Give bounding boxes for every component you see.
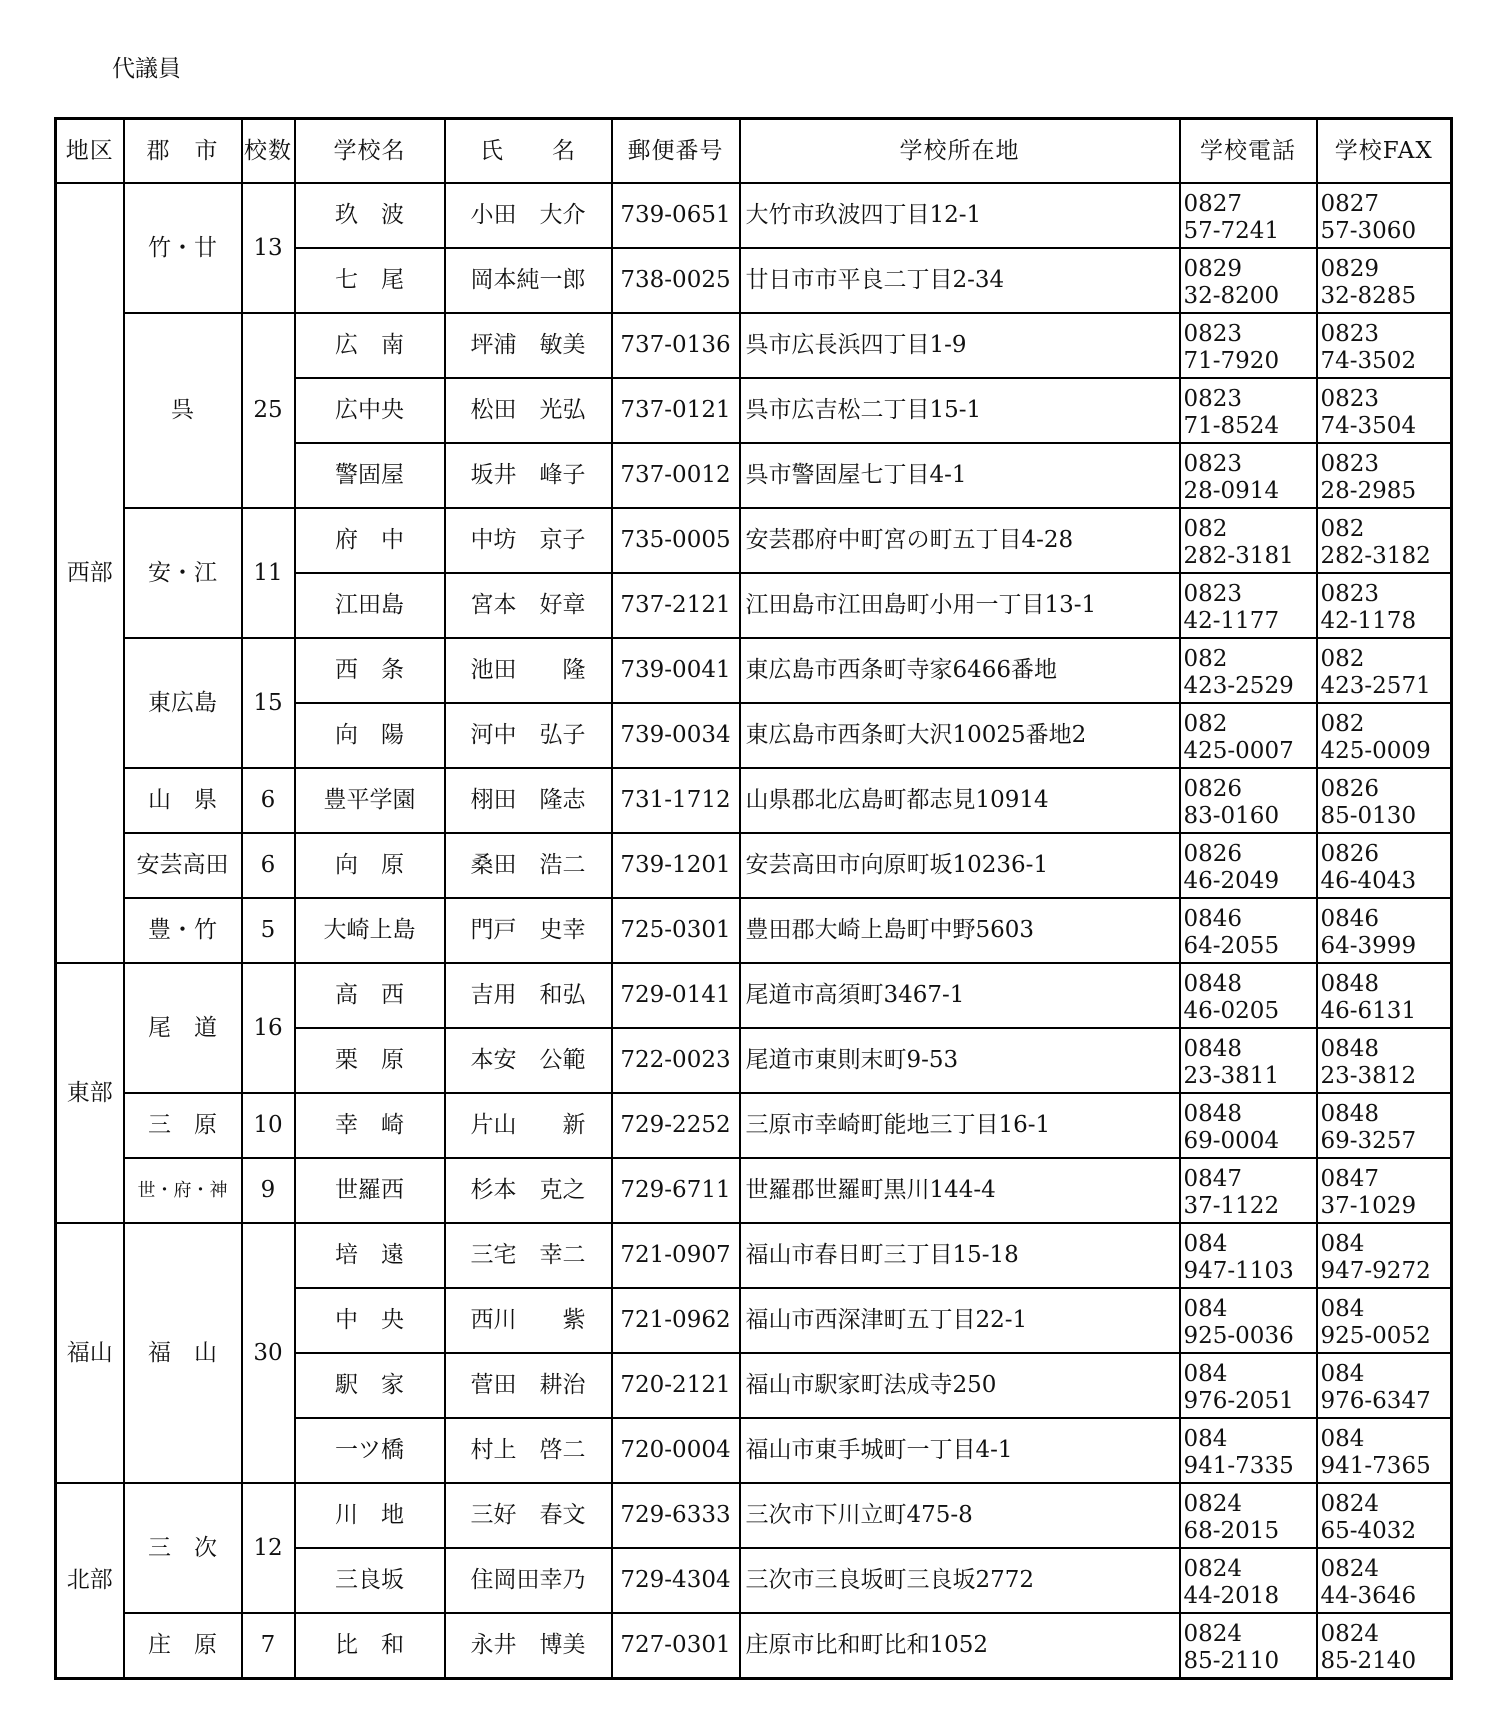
address-cell: 福山市西深津町五丁目22-1 — [740, 1288, 1180, 1353]
district-cell: 安芸高田 — [124, 833, 242, 898]
postal-code-cell: 737-0012 — [612, 443, 740, 508]
phone-number: 64-2055 — [1183, 933, 1280, 959]
phone-number: 85-2110 — [1183, 1648, 1280, 1674]
phone-number: 44-2018 — [1183, 1583, 1280, 1609]
school-count-cell: 6 — [242, 768, 295, 833]
table-row — [56, 1223, 1452, 1288]
school-count-cell: 16 — [242, 963, 295, 1093]
district-cell: 安・江 — [124, 508, 242, 638]
address-cell: 廿日市市平良二丁目2-34 — [740, 248, 1180, 313]
phone-number: 42-1177 — [1183, 608, 1280, 634]
phone-cell — [1180, 1353, 1317, 1418]
person-name-cell: 門戸 史幸 — [445, 898, 612, 963]
table-row — [56, 898, 1452, 963]
fax-area-code: 0823 — [1320, 386, 1380, 412]
school-name-cell: 向 陽 — [295, 703, 445, 768]
person-name-cell: 坂井 峰子 — [445, 443, 612, 508]
phone-area-code: 0826 — [1183, 841, 1243, 867]
school-name-cell: 三良坂 — [295, 1548, 445, 1613]
postal-code-cell: 731-1712 — [612, 768, 740, 833]
fax-area-code: 0824 — [1320, 1556, 1380, 1582]
delegate-table — [54, 117, 1453, 1680]
phone-area-code: 082 — [1183, 516, 1228, 542]
school-name-cell: 府 中 — [295, 508, 445, 573]
address-cell: 呉市警固屋七丁目4-1 — [740, 443, 1180, 508]
table-row — [56, 1158, 1452, 1223]
district-cell: 豊・竹 — [124, 898, 242, 963]
fax-number: 44-3646 — [1320, 1583, 1417, 1609]
phone-number: 425-0007 — [1183, 738, 1294, 764]
phone-number: 423-2529 — [1183, 673, 1294, 699]
fax-cell — [1317, 1548, 1452, 1613]
phone-number: 28-0914 — [1183, 478, 1280, 504]
phone-area-code: 0824 — [1183, 1491, 1243, 1517]
person-name-cell: 吉用 和弘 — [445, 963, 612, 1028]
school-name-cell: 向 原 — [295, 833, 445, 898]
person-name-cell: 松田 光弘 — [445, 378, 612, 443]
fax-area-code: 0847 — [1320, 1166, 1380, 1192]
person-name-cell: 本安 公範 — [445, 1028, 612, 1093]
person-name-cell: 栩田 隆志 — [445, 768, 612, 833]
phone-number: 941-7335 — [1183, 1453, 1294, 1479]
document-title: 代議員 — [112, 56, 181, 82]
school-name-cell: 七 尾 — [295, 248, 445, 313]
table-row — [56, 1483, 1452, 1548]
postal-code-cell: 739-0651 — [612, 183, 740, 248]
district-cell: 三 次 — [124, 1483, 242, 1613]
table-row — [56, 1093, 1452, 1158]
fax-cell — [1317, 703, 1452, 768]
school-count-cell: 9 — [242, 1158, 295, 1223]
address-cell: 大竹市玖波四丁目12-1 — [740, 183, 1180, 248]
header-region: 地区 — [56, 119, 124, 184]
school-name-cell: 江田島 — [295, 573, 445, 638]
phone-area-code: 0823 — [1183, 451, 1243, 477]
address-cell: 三原市幸崎町能地三丁目16-1 — [740, 1093, 1180, 1158]
fax-area-code: 0829 — [1320, 256, 1380, 282]
district-cell: 三 原 — [124, 1093, 242, 1158]
postal-code-cell: 720-0004 — [612, 1418, 740, 1483]
school-count-cell: 12 — [242, 1483, 295, 1613]
fax-area-code: 0823 — [1320, 581, 1380, 607]
fax-area-code: 0826 — [1320, 841, 1380, 867]
phone-cell — [1180, 573, 1317, 638]
phone-number: 83-0160 — [1183, 803, 1280, 829]
fax-cell — [1317, 1158, 1452, 1223]
header-school: 学校名 — [295, 119, 445, 184]
fax-number: 37-1029 — [1320, 1193, 1417, 1219]
address-cell: 江田島市江田島町小用一丁目13-1 — [740, 573, 1180, 638]
fax-number: 947-9272 — [1320, 1258, 1431, 1284]
fax-cell — [1317, 183, 1452, 248]
fax-number: 85-0130 — [1320, 803, 1417, 829]
fax-cell — [1317, 1613, 1452, 1679]
person-name-cell: 西川 紫 — [445, 1288, 612, 1353]
postal-code-cell: 729-0141 — [612, 963, 740, 1028]
header-fax: 学校FAX — [1317, 119, 1452, 184]
phone-number: 71-8524 — [1183, 413, 1280, 439]
fax-area-code: 0848 — [1320, 971, 1380, 997]
district-cell: 山 県 — [124, 768, 242, 833]
fax-cell — [1317, 573, 1452, 638]
fax-cell — [1317, 1288, 1452, 1353]
school-count-cell: 6 — [242, 833, 295, 898]
school-name-cell: 駅 家 — [295, 1353, 445, 1418]
fax-number: 57-3060 — [1320, 218, 1417, 244]
phone-number: 976-2051 — [1183, 1388, 1294, 1414]
person-name-cell: 三宅 幸二 — [445, 1223, 612, 1288]
phone-area-code: 0823 — [1183, 581, 1243, 607]
school-name-cell: 世羅西 — [295, 1158, 445, 1223]
fax-area-code: 082 — [1320, 646, 1365, 672]
person-name-cell: 菅田 耕治 — [445, 1353, 612, 1418]
school-name-cell: 広 南 — [295, 313, 445, 378]
phone-area-code: 0846 — [1183, 906, 1243, 932]
address-cell: 三次市三良坂町三良坂2772 — [740, 1548, 1180, 1613]
fax-cell — [1317, 898, 1452, 963]
region-cell: 北部 — [56, 1483, 124, 1679]
phone-number: 925-0036 — [1183, 1323, 1294, 1349]
fax-number: 976-6347 — [1320, 1388, 1431, 1414]
district-cell: 竹・廿 — [124, 183, 242, 313]
fax-number: 64-3999 — [1320, 933, 1417, 959]
address-cell: 安芸郡府中町宮の町五丁目4-28 — [740, 508, 1180, 573]
phone-cell — [1180, 183, 1317, 248]
phone-cell — [1180, 1613, 1317, 1679]
fax-number: 69-3257 — [1320, 1128, 1417, 1154]
postal-code-cell: 739-0034 — [612, 703, 740, 768]
phone-area-code: 0847 — [1183, 1166, 1243, 1192]
header-tel: 学校電話 — [1180, 119, 1317, 184]
phone-area-code: 0824 — [1183, 1621, 1243, 1647]
address-cell: 山県郡北広島町都志見10914 — [740, 768, 1180, 833]
phone-cell — [1180, 768, 1317, 833]
school-name-cell: 栗 原 — [295, 1028, 445, 1093]
postal-code-cell: 721-0907 — [612, 1223, 740, 1288]
district-cell: 呉 — [124, 313, 242, 508]
phone-cell — [1180, 1158, 1317, 1223]
postal-code-cell: 721-0962 — [612, 1288, 740, 1353]
header-row — [56, 119, 1452, 184]
header-postal: 郵便番号 — [612, 119, 740, 184]
phone-number: 68-2015 — [1183, 1518, 1280, 1544]
postal-code-cell: 737-0136 — [612, 313, 740, 378]
fax-area-code: 0848 — [1320, 1101, 1380, 1127]
table-row — [56, 963, 1452, 1028]
phone-area-code: 084 — [1183, 1361, 1228, 1387]
school-name-cell: 川 地 — [295, 1483, 445, 1548]
fax-number: 74-3504 — [1320, 413, 1417, 439]
phone-area-code: 082 — [1183, 711, 1228, 737]
phone-cell — [1180, 1483, 1317, 1548]
school-name-cell: 高 西 — [295, 963, 445, 1028]
school-count-cell: 10 — [242, 1093, 295, 1158]
fax-cell — [1317, 1483, 1452, 1548]
fax-area-code: 0823 — [1320, 451, 1380, 477]
fax-cell — [1317, 768, 1452, 833]
phone-cell — [1180, 703, 1317, 768]
fax-number: 423-2571 — [1320, 673, 1431, 699]
phone-area-code: 084 — [1183, 1296, 1228, 1322]
phone-cell — [1180, 963, 1317, 1028]
phone-cell — [1180, 1418, 1317, 1483]
person-name-cell: 池田 隆 — [445, 638, 612, 703]
phone-cell — [1180, 248, 1317, 313]
fax-cell — [1317, 638, 1452, 703]
fax-cell — [1317, 1223, 1452, 1288]
phone-cell — [1180, 443, 1317, 508]
fax-number: 65-4032 — [1320, 1518, 1417, 1544]
address-cell: 庄原市比和町比和1052 — [740, 1613, 1180, 1679]
person-name-cell: 村上 啓二 — [445, 1418, 612, 1483]
table-row — [56, 638, 1452, 703]
phone-cell — [1180, 508, 1317, 573]
person-name-cell: 中坊 京子 — [445, 508, 612, 573]
address-cell: 世羅郡世羅町黒川144-4 — [740, 1158, 1180, 1223]
address-cell: 豊田郡大崎上島町中野5603 — [740, 898, 1180, 963]
fax-cell — [1317, 378, 1452, 443]
phone-area-code: 0848 — [1183, 1036, 1243, 1062]
phone-area-code: 0827 — [1183, 191, 1243, 217]
phone-area-code: 084 — [1183, 1426, 1228, 1452]
fax-number: 46-4043 — [1320, 868, 1417, 894]
school-name-cell: 玖 波 — [295, 183, 445, 248]
postal-code-cell: 720-2121 — [612, 1353, 740, 1418]
person-name-cell: 坪浦 敏美 — [445, 313, 612, 378]
phone-number: 32-8200 — [1183, 283, 1280, 309]
school-count-cell: 11 — [242, 508, 295, 638]
person-name-cell: 三好 春文 — [445, 1483, 612, 1548]
fax-number: 941-7365 — [1320, 1453, 1431, 1479]
header-district: 郡 市 — [124, 119, 242, 184]
person-name-cell: 河中 弘子 — [445, 703, 612, 768]
school-count-cell: 13 — [242, 183, 295, 313]
fax-cell — [1317, 1028, 1452, 1093]
address-cell: 安芸高田市向原町坂10236-1 — [740, 833, 1180, 898]
fax-number: 32-8285 — [1320, 283, 1417, 309]
table-row — [56, 833, 1452, 898]
person-name-cell: 桑田 浩二 — [445, 833, 612, 898]
fax-number: 46-6131 — [1320, 998, 1417, 1024]
fax-cell — [1317, 313, 1452, 378]
phone-cell — [1180, 313, 1317, 378]
person-name-cell: 杉本 克之 — [445, 1158, 612, 1223]
school-count-cell: 7 — [242, 1613, 295, 1679]
header-name: 氏 名 — [445, 119, 612, 184]
school-name-cell: 西 条 — [295, 638, 445, 703]
address-cell: 東広島市西条町大沢10025番地2 — [740, 703, 1180, 768]
school-name-cell: 中 央 — [295, 1288, 445, 1353]
person-name-cell: 小田 大介 — [445, 183, 612, 248]
fax-cell — [1317, 833, 1452, 898]
person-name-cell: 片山 新 — [445, 1093, 612, 1158]
phone-cell — [1180, 898, 1317, 963]
fax-number: 28-2985 — [1320, 478, 1417, 504]
fax-area-code: 0848 — [1320, 1036, 1380, 1062]
region-cell: 福山 — [56, 1223, 124, 1483]
phone-area-code: 0823 — [1183, 321, 1243, 347]
fax-number: 925-0052 — [1320, 1323, 1431, 1349]
school-name-cell: 豊平学園 — [295, 768, 445, 833]
phone-area-code: 0826 — [1183, 776, 1243, 802]
postal-code-cell: 729-6333 — [612, 1483, 740, 1548]
district-cell: 世・府・神 — [124, 1158, 242, 1223]
phone-cell — [1180, 1548, 1317, 1613]
table-row — [56, 183, 1452, 248]
fax-number: 23-3812 — [1320, 1063, 1417, 1089]
address-cell: 福山市春日町三丁目15-18 — [740, 1223, 1180, 1288]
fax-number: 425-0009 — [1320, 738, 1431, 764]
school-name-cell: 比 和 — [295, 1613, 445, 1679]
school-count-cell: 30 — [242, 1223, 295, 1483]
fax-number: 42-1178 — [1320, 608, 1417, 634]
phone-cell — [1180, 638, 1317, 703]
fax-number: 74-3502 — [1320, 348, 1417, 374]
fax-cell — [1317, 443, 1452, 508]
phone-cell — [1180, 1288, 1317, 1353]
phone-cell — [1180, 378, 1317, 443]
fax-number: 282-3182 — [1320, 543, 1431, 569]
address-cell: 尾道市高須町3467-1 — [740, 963, 1180, 1028]
school-name-cell: 広中央 — [295, 378, 445, 443]
fax-number: 85-2140 — [1320, 1648, 1417, 1674]
phone-area-code: 0823 — [1183, 386, 1243, 412]
postal-code-cell: 729-6711 — [612, 1158, 740, 1223]
phone-number: 46-2049 — [1183, 868, 1280, 894]
fax-area-code: 0824 — [1320, 1621, 1380, 1647]
district-cell: 福 山 — [124, 1223, 242, 1483]
phone-area-code: 0824 — [1183, 1556, 1243, 1582]
phone-area-code: 0829 — [1183, 256, 1243, 282]
fax-cell — [1317, 248, 1452, 313]
phone-number: 947-1103 — [1183, 1258, 1294, 1284]
phone-cell — [1180, 833, 1317, 898]
fax-area-code: 084 — [1320, 1296, 1365, 1322]
phone-cell — [1180, 1028, 1317, 1093]
fax-area-code: 0824 — [1320, 1491, 1380, 1517]
phone-number: 23-3811 — [1183, 1063, 1280, 1089]
school-count-cell: 25 — [242, 313, 295, 508]
postal-code-cell: 738-0025 — [612, 248, 740, 313]
school-name-cell: 培 遠 — [295, 1223, 445, 1288]
postal-code-cell: 727-0301 — [612, 1613, 740, 1679]
postal-code-cell: 735-0005 — [612, 508, 740, 573]
fax-cell — [1317, 1418, 1452, 1483]
fax-cell — [1317, 1353, 1452, 1418]
address-cell: 東広島市西条町寺家6466番地 — [740, 638, 1180, 703]
phone-number: 282-3181 — [1183, 543, 1294, 569]
district-cell: 庄 原 — [124, 1613, 242, 1679]
postal-code-cell: 725-0301 — [612, 898, 740, 963]
table-row — [56, 313, 1452, 378]
school-name-cell: 一ツ橋 — [295, 1418, 445, 1483]
phone-area-code: 0848 — [1183, 971, 1243, 997]
phone-number: 46-0205 — [1183, 998, 1280, 1024]
fax-area-code: 0827 — [1320, 191, 1380, 217]
district-cell: 尾 道 — [124, 963, 242, 1093]
region-cell: 西部 — [56, 183, 124, 963]
fax-area-code: 084 — [1320, 1426, 1365, 1452]
address-cell: 呉市広長浜四丁目1-9 — [740, 313, 1180, 378]
fax-area-code: 0826 — [1320, 776, 1380, 802]
fax-area-code: 082 — [1320, 516, 1365, 542]
address-cell: 呉市広吉松二丁目15-1 — [740, 378, 1180, 443]
address-cell: 尾道市東則末町9-53 — [740, 1028, 1180, 1093]
postal-code-cell: 729-2252 — [612, 1093, 740, 1158]
phone-number: 69-0004 — [1183, 1128, 1280, 1154]
fax-area-code: 084 — [1320, 1231, 1365, 1257]
postal-code-cell: 737-2121 — [612, 573, 740, 638]
person-name-cell: 宮本 好章 — [445, 573, 612, 638]
phone-cell — [1180, 1093, 1317, 1158]
fax-area-code: 0846 — [1320, 906, 1380, 932]
phone-number: 57-7241 — [1183, 218, 1280, 244]
fax-cell — [1317, 508, 1452, 573]
address-cell: 三次市下川立町475-8 — [740, 1483, 1180, 1548]
region-cell: 東部 — [56, 963, 124, 1223]
fax-area-code: 082 — [1320, 711, 1365, 737]
phone-cell — [1180, 1223, 1317, 1288]
header-address: 学校所在地 — [740, 119, 1180, 184]
fax-area-code: 0823 — [1320, 321, 1380, 347]
postal-code-cell: 739-0041 — [612, 638, 740, 703]
school-name-cell: 幸 崎 — [295, 1093, 445, 1158]
table-body — [56, 183, 1452, 1679]
fax-area-code: 084 — [1320, 1361, 1365, 1387]
district-cell: 東広島 — [124, 638, 242, 768]
person-name-cell: 永井 博美 — [445, 1613, 612, 1679]
person-name-cell: 住岡田幸乃 — [445, 1548, 612, 1613]
address-cell: 福山市駅家町法成寺250 — [740, 1353, 1180, 1418]
postal-code-cell: 737-0121 — [612, 378, 740, 443]
table-row — [56, 1613, 1452, 1679]
postal-code-cell: 722-0023 — [612, 1028, 740, 1093]
postal-code-cell: 739-1201 — [612, 833, 740, 898]
school-name-cell: 警固屋 — [295, 443, 445, 508]
table-row — [56, 768, 1452, 833]
phone-area-code: 082 — [1183, 646, 1228, 672]
phone-area-code: 0848 — [1183, 1101, 1243, 1127]
school-count-cell: 15 — [242, 638, 295, 768]
phone-number: 37-1122 — [1183, 1193, 1280, 1219]
phone-number: 71-7920 — [1183, 348, 1280, 374]
fax-cell — [1317, 1093, 1452, 1158]
postal-code-cell: 729-4304 — [612, 1548, 740, 1613]
address-cell: 福山市東手城町一丁目4-1 — [740, 1418, 1180, 1483]
person-name-cell: 岡本純一郎 — [445, 248, 612, 313]
fax-cell — [1317, 963, 1452, 1028]
phone-area-code: 084 — [1183, 1231, 1228, 1257]
school-name-cell: 大崎上島 — [295, 898, 445, 963]
header-count: 校数 — [242, 119, 295, 184]
table-row — [56, 508, 1452, 573]
school-count-cell: 5 — [242, 898, 295, 963]
